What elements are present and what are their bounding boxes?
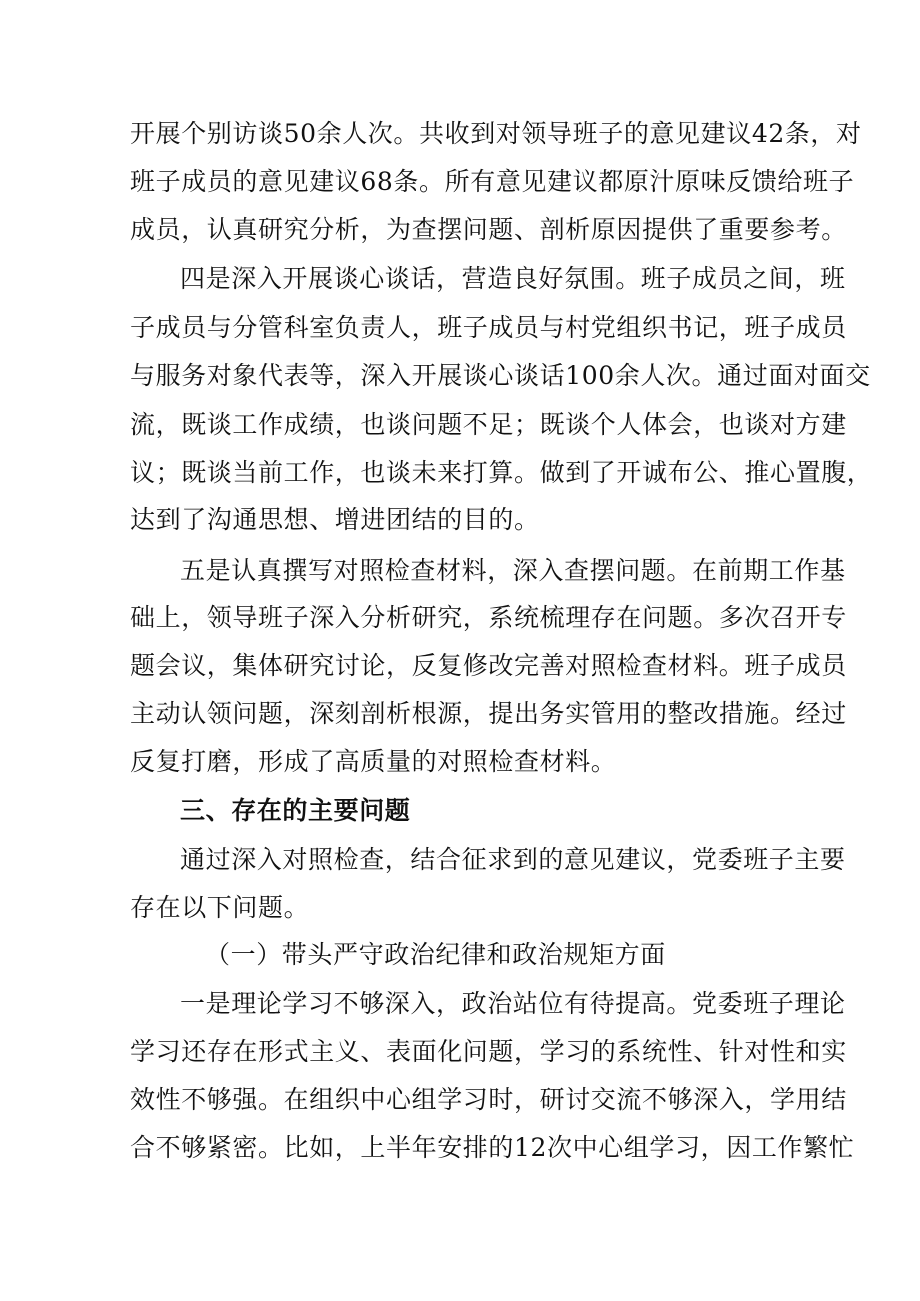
text-line-11: 础上，领导班子深入分析研究，系统梳理存在问题。多次召开专 xyxy=(130,603,847,632)
text-line-13: 主动认领问题，深刻剖析根源，提出务实管用的整改措施。经过 xyxy=(130,699,847,728)
text-line-7: 流，既谈工作成绩，也谈问题不足；既谈个人体会，也谈对方建 xyxy=(130,410,847,439)
text-line-16: 通过深入对照检查，结合征求到的意见建议，党委班子主要 xyxy=(180,845,846,874)
text-line-17: 存在以下问题。 xyxy=(130,893,310,922)
text-line-21: 效性不够强。在组织中心组学习时，研讨交流不够深入，学用结 xyxy=(130,1085,847,1114)
text-line-2: 班子成员的意见建议68条。所有意见建议都原汁原味反馈给班子 xyxy=(130,167,855,196)
text-line-12: 题会议，集体研究讨论，反复修改完善对照检查材料。班子成员 xyxy=(130,651,847,680)
subsection-heading: （一）带头严守政治纪律和政治规矩方面 xyxy=(205,940,666,969)
text-line-5: 子成员与分管科室负责人，班子成员与村党组织书记，班子成员 xyxy=(130,313,847,342)
text-line-10: 五是认真撰写对照检查材料，深入查摆问题。在前期工作基 xyxy=(180,556,846,585)
text-line-8: 议；既谈当前工作，也谈未来打算。做到了开诚布公、推心置腹， xyxy=(130,458,873,487)
text-line-9: 达到了沟通思想、增进团结的目的。 xyxy=(130,505,540,534)
text-line-20: 学习还存在形式主义、表面化问题，学习的系统性、针对性和实 xyxy=(130,1037,847,1066)
text-line-22: 合不够紧密。比如，上半年安排的12次中心组学习，因工作繁忙 xyxy=(130,1133,855,1162)
text-line-3: 成员，认真研究分析，为查摆问题、剖析原因提供了重要参考。 xyxy=(130,215,847,244)
text-line-4: 四是深入开展谈心谈话，营造良好氛围。班子成员之间，班 xyxy=(180,264,846,293)
text-line-6: 与服务对象代表等，深入开展谈心谈话100余人次。通过面对面交 xyxy=(130,361,871,390)
section-heading: 三、存在的主要问题 xyxy=(180,796,411,825)
text-line-14: 反复打磨，形成了高质量的对照检查材料。 xyxy=(130,747,617,776)
text-line-19: 一是理论学习不够深入，政治站位有待提高。党委班子理论 xyxy=(180,989,846,1018)
text-line-1: 开展个别访谈50余人次。共收到对领导班子的意见建议42条，对 xyxy=(130,119,862,148)
